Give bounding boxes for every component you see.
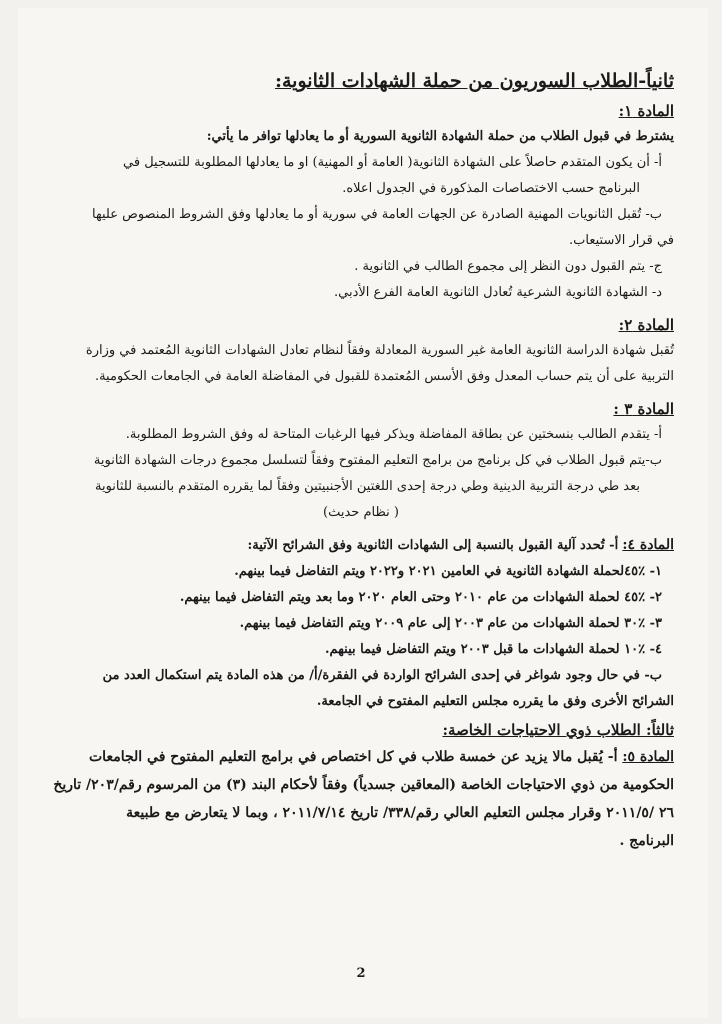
article-4-intro: أ- تُحدد آلية القبول بالنسبة إلى الشهادات الثانوية وفق الشرائح الآتية: [247, 538, 619, 553]
article-1-d: د- الشهادة الثانوية الشرعية تُعادل الثانوية العامة الفرع الأدبي. [333, 285, 662, 300]
article-5-line1: أ- يُقبل مالا يزيد عن خمسة طلاب في كل اختصاص في برامج التعليم المفتوح في الجامعات [89, 749, 618, 765]
page-number: 2 [356, 966, 366, 981]
article-3-a: أ- يتقدم الطالب بنسختين عن بطاقة المفاضلة ويذكر فيها الرغبات المتاحة له وفق الشروط المطلوبة. [125, 427, 662, 442]
article-1-b-line2: في قرار الاستيعاب. [569, 233, 674, 248]
article-4-item-1: ١- ٪٤٥لحملة الشهادة الثانوية في العامين ٢٠٢١ و٢٠٢٢ ويتم التفاضل فيما بينهم. [234, 564, 662, 579]
article-3-b-line3: ( نظام حديث) [323, 505, 399, 520]
article-5-line2: الحكومية من ذوي الاحتياجات الخاصة (المعاقين جسدياً) وفقاً لأحكام البند (٣) من المرسوم رقم/٢٠٣/ تاريخ [53, 777, 674, 793]
article-1-a-line1: أ- أن يكون المتقدم حاصلاً على الشهادة الثانوية( العامة أو المهنية) او ما يعادلها المطلوبة للتسجيل في [123, 155, 662, 170]
article-3-b-line1: ب-يتم قبول الطلاب في كل برنامج من برامج التعليم المفتوح وفقاً لتسلسل مجموع درجات الشهادة الثانوية [93, 453, 662, 468]
article-4-item-4: ٤- ٪١٠ لحملة الشهادات ما قبل ٢٠٠٣ ويتم التفاضل فيما بينهم. [325, 642, 662, 657]
article-4-b-line2: الشرائح الأخرى وفق ما يقرره مجلس التعليم المفتوح في الجامعة. [316, 694, 674, 709]
article-1-heading: المادة ١: [618, 102, 674, 120]
article-2-line2: التربية على أن يتم حساب المعدل وفق الأسس المُعتمدة للقبول في المفاضلة العامة في الجامعات الحكومية. [94, 369, 674, 384]
article-3-heading: المادة ٣ : [613, 400, 674, 418]
document-page [18, 8, 708, 1018]
article-5-heading: المادة ٥: [622, 749, 674, 765]
section-title: ثانياً-الطلاب السوريون من حملة الشهادات الثانوية: [274, 70, 674, 92]
article-5-line3: ٢٦ /٢٠١١/٥ وقرار مجلس التعليم العالي رقم/٣٣٨/ تاريخ ٢٠١١/٧/١٤ ، وبما لا يتعارض مع طبيعة [126, 805, 674, 821]
article-1-c: ج- يتم القبول دون النظر إلى مجموع الطالب في الثانوية . [354, 259, 662, 274]
article-5-line1-wrap [48, 743, 674, 771]
section-3-title: ثالثاً: الطلاب ذوي الاحتياجات الخاصة: [442, 721, 674, 739]
article-2-line1: تُقبل شهادة الدراسة الثانوية العامة غير السورية المعادلة وفقاً لنظام تعادل الشهادات الثانوية المُعتمد في وزارة [85, 343, 674, 358]
article-1-intro: يشترط في قبول الطلاب من حملة الشهادة الثانوية السورية أو ما يعادلها توافر ما يأتي: [206, 129, 674, 144]
article-3-b-line2: بعد طي درجة التربية الدينية وطي درجة إحدى اللغتين الأجنبيتين وفقاً لما يقرره المتقدم بالنسبة للثانوية [94, 479, 640, 494]
article-4-b-line1: ب- في حال وجود شواغر في إحدى الشرائح الواردة في الفقرة/أ/ من هذه المادة يتم استكمال العدد من [102, 668, 662, 683]
article-4-head-line [48, 532, 674, 559]
document-content [48, 70, 674, 855]
article-5-line4: البرنامج . [619, 833, 674, 849]
article-2-heading: المادة ٢: [618, 316, 674, 334]
article-1-b-line1: ب- تُقبل الثانويات المهنية الصادرة عن الجهات العامة في سورية أو ما يعادلها وفق الشروط المنصوص عليها [92, 207, 662, 222]
article-4-heading: المادة ٤: [622, 537, 674, 553]
article-1-a-line2: البرنامج حسب الاختصاصات المذكورة في الجدول اعلاه. [342, 181, 640, 196]
article-4-item-2: ٢- ٪٤٥ لحملة الشهادات من عام ٢٠١٠ وحتى العام ٢٠٢٠ وما بعد ويتم التفاضل فيما بينهم. [179, 590, 662, 605]
article-4-item-3: ٣- ٪٣٠ لحملة الشهادات من عام ٢٠٠٣ إلى عام ٢٠٠٩ ويتم التفاضل فيما بينهم. [239, 616, 662, 631]
